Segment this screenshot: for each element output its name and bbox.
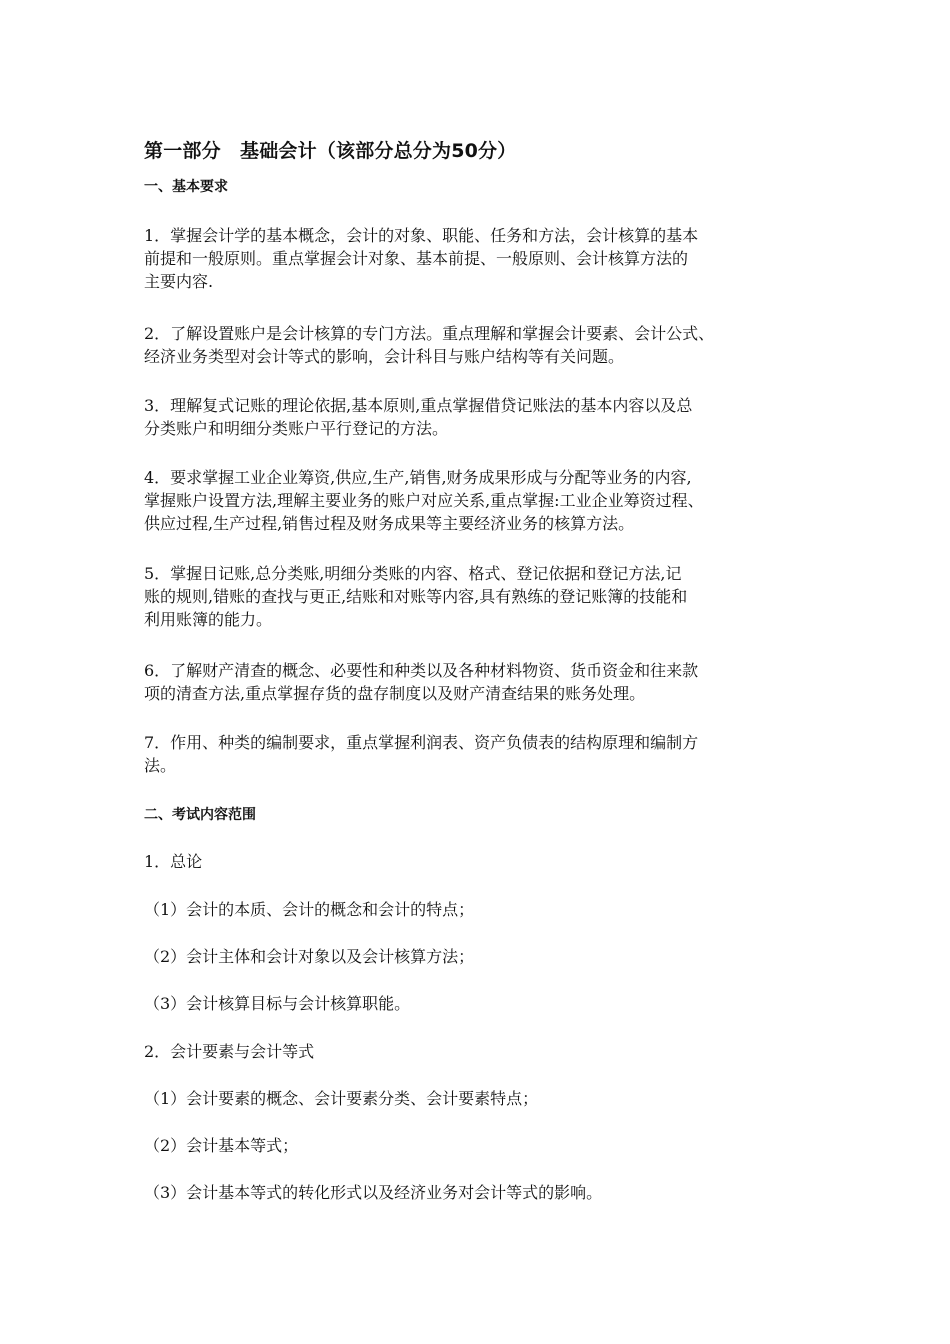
- scope-subitem: （3）会计基本等式的转化形式以及经济业务对会计等式的影响。: [144, 1183, 603, 1202]
- section-heading-exam-scope: 二、考试内容范围: [144, 807, 256, 823]
- paragraph-line: 7．作用、种类的编制要求，重点掌握利润表、资产负债表的结构原理和编制方: [144, 733, 699, 752]
- page-title: 第一部分 基础会计（该部分总分为50分）: [144, 140, 517, 162]
- scope-subitem: （2）会计基本等式；: [144, 1136, 299, 1155]
- paragraph-line: 3．理解复式记账的理论依据,基本原则,重点掌握借贷记账法的基本内容以及总: [144, 396, 693, 415]
- paragraph-line: 4．要求掌握工业企业筹资,供应,生产,销售,财务成果形成与分配等业务的内容,: [144, 468, 692, 487]
- scope-subitem: （1）会计的本质、会计的概念和会计的特点；: [144, 900, 475, 919]
- paragraph-line: 法。: [144, 756, 177, 775]
- paragraph-line: 5．掌握日记账,总分类账,明细分类账的内容、格式、登记依据和登记方法,记: [144, 564, 682, 583]
- requirement-paragraph-1: [144, 224, 824, 293]
- paragraph-line: 6．了解财产清查的概念、必要性和种类以及各种材料物资、货币资金和往来款: [144, 661, 699, 680]
- paragraph-line: 供应过程,生产过程,销售过程及财务成果等主要经济业务的核算方法。: [144, 514, 635, 533]
- paragraph-line: 掌握账户设置方法,理解主要业务的账户对应关系,重点掌握:工业企业筹资过程、: [144, 491, 704, 510]
- paragraph-line: 前提和一般原则。重点掌握会计对象、基本前提、一般原则、会计核算方法的: [144, 249, 689, 268]
- paragraph-line: 主要内容.: [144, 272, 214, 291]
- requirement-paragraph-5: [144, 562, 824, 631]
- scope-chapter-1: 1．总论: [144, 852, 203, 871]
- paragraph-line: 账的规则,错账的查找与更正,结账和对账等内容,具有熟练的登记账簿的技能和: [144, 587, 688, 606]
- requirement-paragraph-2: [144, 322, 824, 368]
- paragraph-line: 2．了解设置账户是会计核算的专门方法。重点理解和掌握会计要素、会计公式、: [144, 324, 715, 343]
- section-heading-basic-requirements: 一、基本要求: [144, 179, 228, 195]
- requirement-paragraph-6: [144, 659, 824, 705]
- scope-subitem: （2）会计主体和会计对象以及会计核算方法；: [144, 947, 475, 966]
- scope-chapter-2: 2．会计要素与会计等式: [144, 1042, 315, 1061]
- paragraph-line: 利用账簿的能力。: [144, 610, 273, 629]
- requirement-paragraph-3: [144, 394, 824, 440]
- paragraph-line: 经济业务类型对会计等式的影响，会计科目与账户结构等有关问题。: [144, 347, 625, 366]
- scope-subitem: （3）会计核算目标与会计核算职能。: [144, 994, 411, 1013]
- requirement-paragraph-7: [144, 731, 824, 777]
- scope-subitem: （1）会计要素的概念、会计要素分类、会计要素特点；: [144, 1089, 539, 1108]
- paragraph-line: 1．掌握会计学的基本概念，会计的对象、职能、任务和方法，会计核算的基本: [144, 226, 699, 245]
- paragraph-line: 项的清查方法,重点掌握存货的盘存制度以及财产清查结果的账务处理。: [144, 684, 646, 703]
- paragraph-line: 分类账户和明细分类账户平行登记的方法。: [144, 419, 449, 438]
- requirement-paragraph-4: [144, 466, 824, 535]
